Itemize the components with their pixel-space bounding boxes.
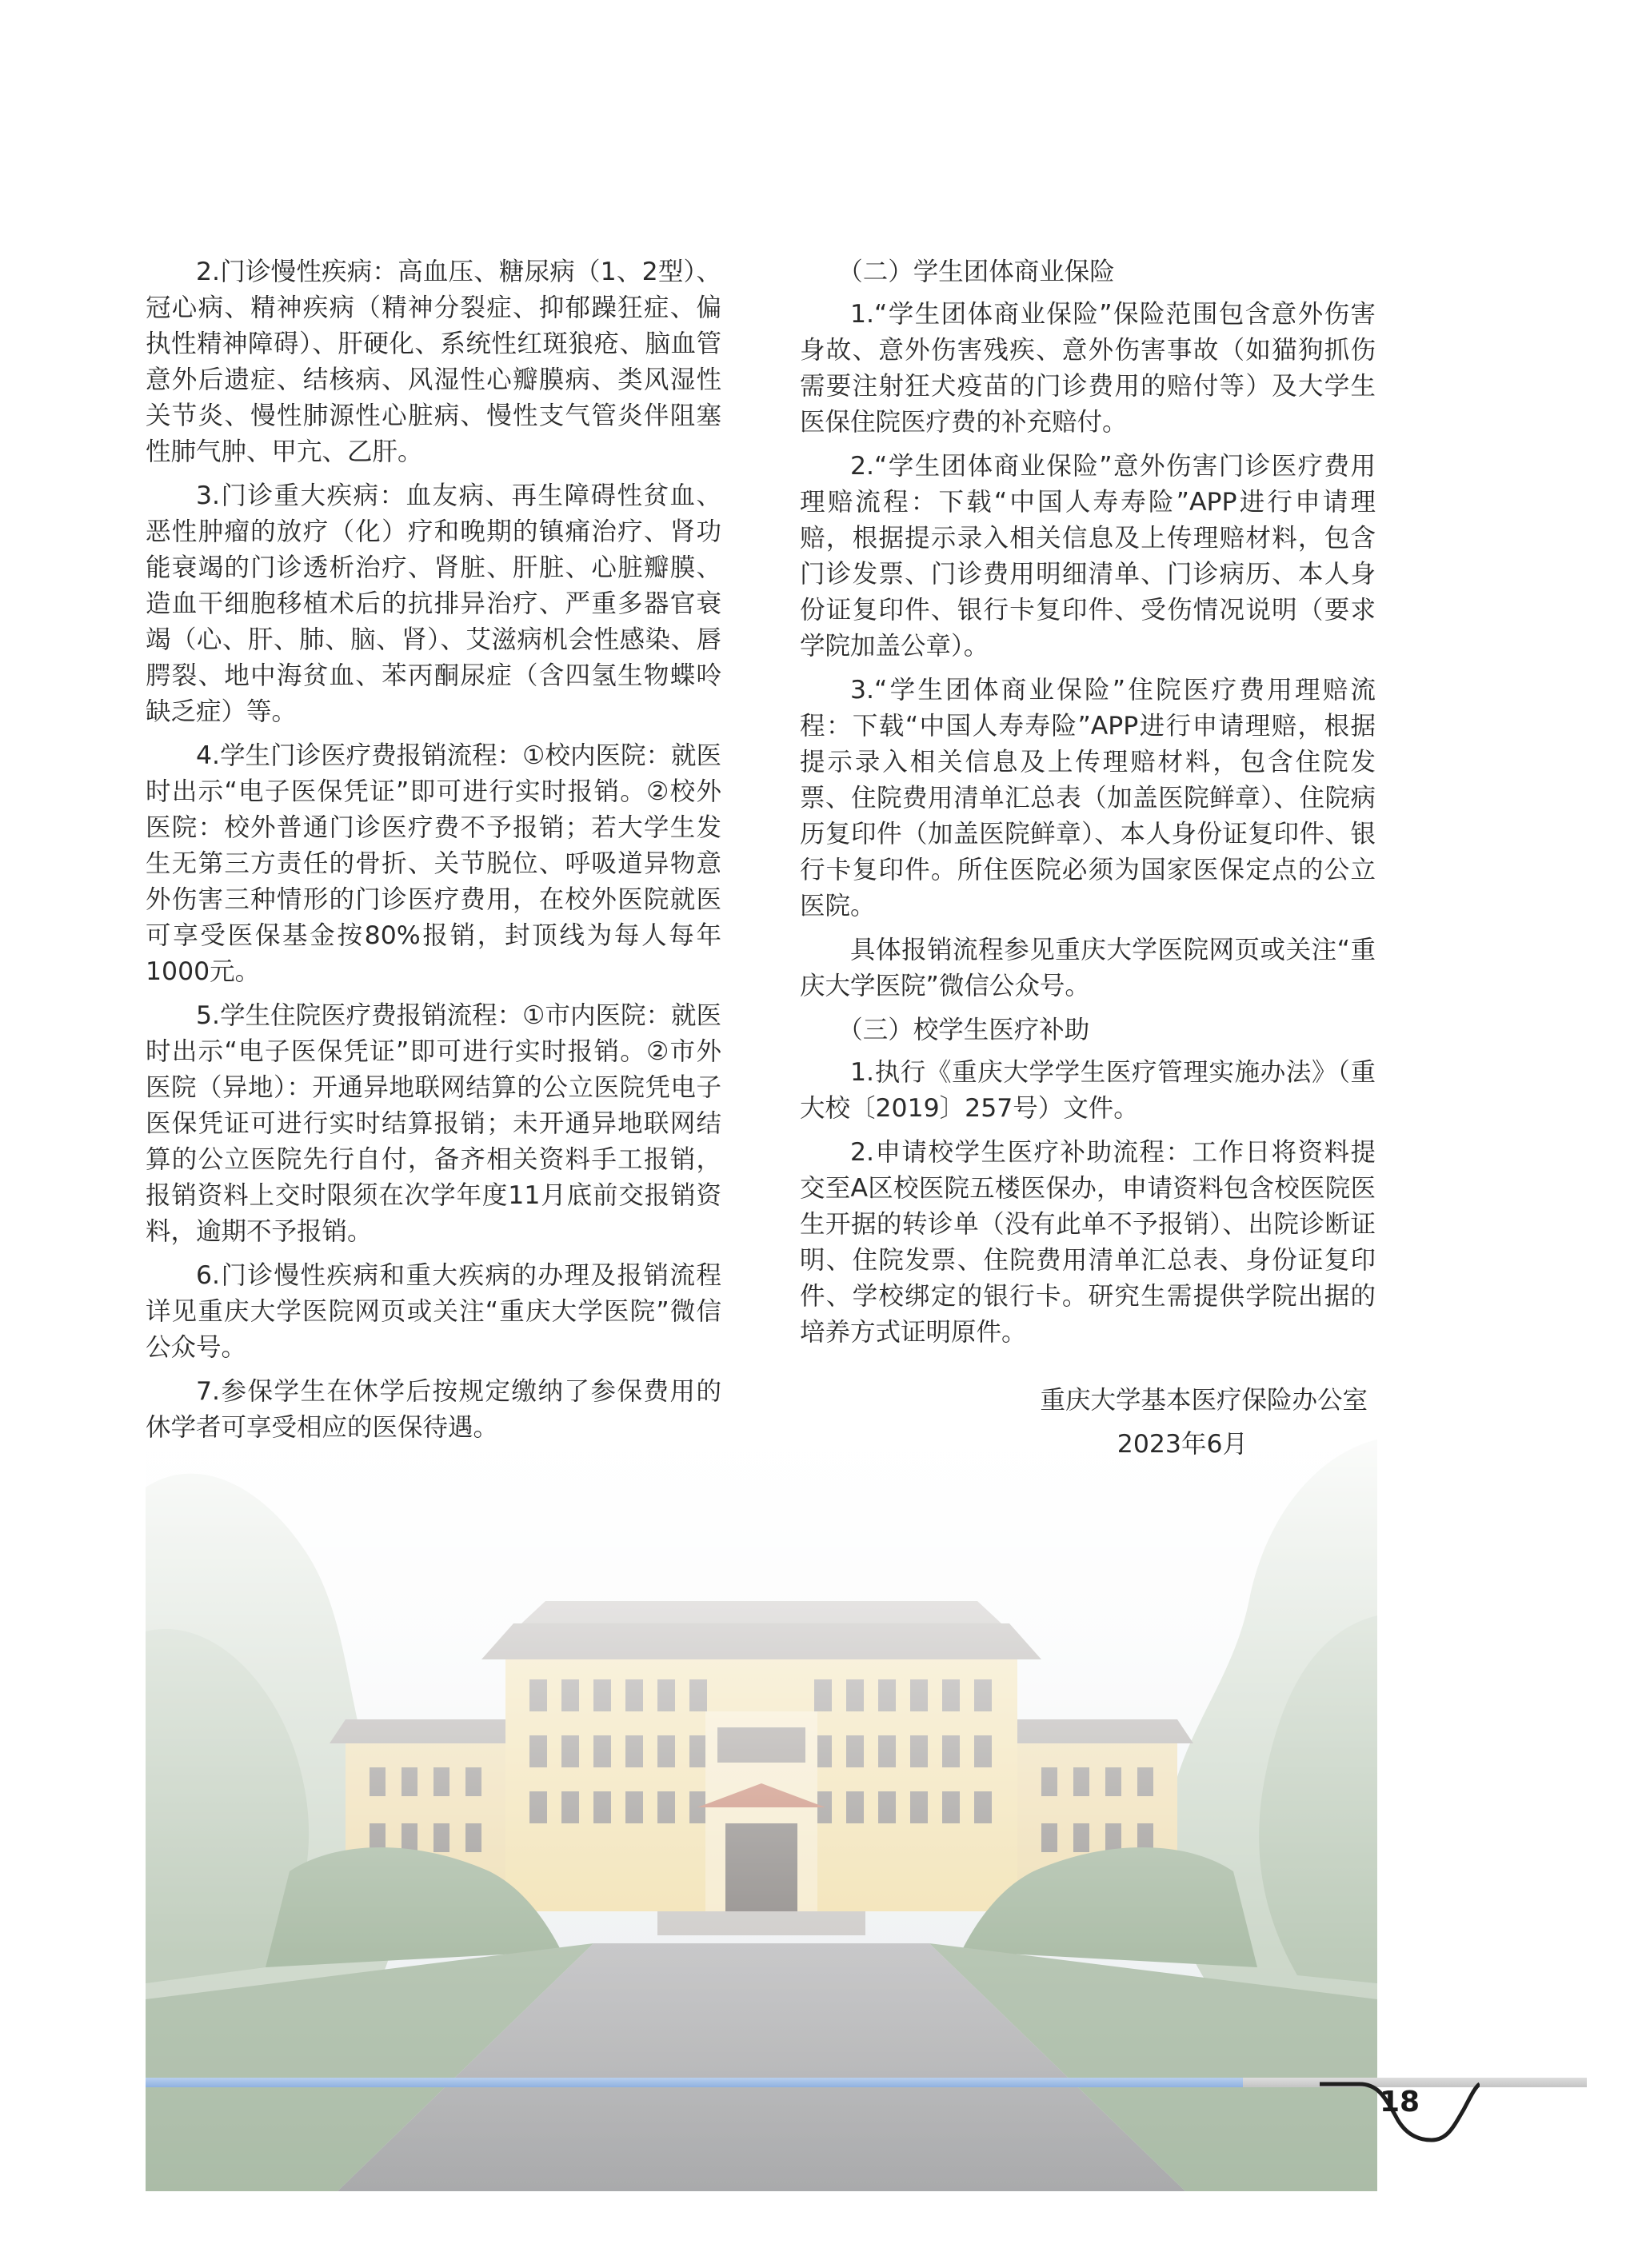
campus-building-illustration xyxy=(146,1392,1377,2191)
paragraph-suspension: 7.参保学生在休学后按规定缴纳了参保费用的休学者可享受相应的医保待遇。 xyxy=(146,1377,721,1442)
section-heading-commercial-insurance: （二）学生团体商业保险 xyxy=(837,258,1115,286)
section-heading-medical-subsidy: （三）校学生医疗补助 xyxy=(837,1016,1090,1044)
paragraph-inpatient-claim: 3.“学生团体商业保险”住院医疗费用理赔流程：下载“中国人寿寿险”APP进行申请理赔，根据提示录入相关信息及上传理赔材料，包含住院发票、住院费用清单汇总表（加盖医院鲜章）、住院病历复印件（加盖医院鲜章）、本人身份证复印件、银行卡复印件。所住医院必须为国家医保定点的公立医院。 xyxy=(800,676,1376,920)
paragraph-outpatient-claim: 2.“学生团体商业保险”意外伤害门诊医疗费用理赔流程：下载“中国人寿寿险”APP进行申请理赔，根据提示录入相关信息及上传理赔材料，包含门诊发票、门诊费用明细清单、门诊病历、本人身份证复印件、银行卡复印件、受伤情况说明（要求学院加盖公章）。 xyxy=(800,452,1376,661)
left-text-column xyxy=(146,254,721,1454)
paragraph-outpatient-chronic: 2.门诊慢性疾病：高血压、糖尿病（1、2型）、冠心病、精神疾病（精神分裂症、抑郁躁狂症、偏执性精神障碍）、肝硬化、系统性红斑狼疮、脑血管意外后遗症、结核病、风湿性心瓣膜病、类风湿性关节炎、慢性肺源性心脏病、慢性支气管炎伴阻塞性肺气肿、甲亢、乙肝。 xyxy=(146,258,721,466)
footer-bar-blue xyxy=(146,2078,1243,2087)
paragraph-subsidy-regulation: 1.执行《重庆大学学生医疗管理实施办法》（重大校〔2019〕257号）文件。 xyxy=(800,1058,1376,1123)
issue-date: 2023年6月 xyxy=(1117,1430,1248,1459)
paragraph-subsidy-process: 2.申请校学生医疗补助流程：工作日将资料提交至A区校医院五楼医保办，申请资料包含校医院医生开据的转诊单（没有此单不予报销）、出院诊断证明、住院发票、住院费用清单汇总表、身份证复印件、学校绑定的银行卡。研究生需提供学院出据的培养方式证明原件。 xyxy=(800,1138,1376,1347)
page-number: 18 xyxy=(1379,2086,1420,2118)
right-text-column xyxy=(800,254,1376,1471)
paragraph-insurance-scope: 1.“学生团体商业保险”保险范围包含意外伤害身故、意外伤害残疾、意外伤害事故（如猫狗抓伤需要注射狂犬疫苗的门诊费用的赔付等）及大学生医保住院医疗费的补充赔付。 xyxy=(800,300,1376,437)
issuer-signature: 重庆大学基本医疗保险办公室 xyxy=(1040,1386,1368,1415)
campus-background-photo xyxy=(146,1392,1377,2191)
paragraph-outpatient-major: 3.门诊重大疾病：血友病、再生障碍性贫血、恶性肿瘤的放疗（化）疗和晚期的镇痛治疗、肾功能衰竭的门诊透析治疗、肾脏、肝脏、心脏瓣膜、造血干细胞移植术后的抗排异治疗、严重多器官衰竭（心、肝、肺、脑、肾）、艾滋病机会性感染、唇腭裂、地中海贫血、苯丙酮尿症（含四氢生物蝶呤缺乏症）等。 xyxy=(146,481,721,726)
paragraph-claim-reference: 具体报销流程参见重庆大学医院网页或关注“重庆大学医院”微信公众号。 xyxy=(800,936,1376,1000)
paragraph-inpatient-reimbursement: 5.学生住院医疗费报销流程：①市内医院：就医时出示“电子医保凭证”即可进行实时报销。②市外医院（异地）：开通异地联网结算的公立医院凭电子医保凭证可进行实时结算报销；未开通异地联网结算的公立医院先行自付，备齐相关资料手工报销，报销资料上交时限须在次学年度11月底前交报销资料，逾期不予报销。 xyxy=(146,1001,721,1246)
paragraph-outpatient-reimbursement: 4.学生门诊医疗费报销流程：①校内医院：就医时出示“电子医保凭证”即可进行实时报销。②校外医院：校外普通门诊医疗费不予报销；若大学生发生无第三方责任的骨折、关节脱位、呼吸道异物意外伤害三种情形的门诊医疗费用，在校外医院就医可享受医保基金按80%报销，封顶线为每人每年1000元。 xyxy=(146,741,721,986)
paragraph-processing-info: 6.门诊慢性疾病和重大疾病的办理及报销流程详见重庆大学医院网页或关注“重庆大学医院”微信公众号。 xyxy=(146,1261,721,1362)
